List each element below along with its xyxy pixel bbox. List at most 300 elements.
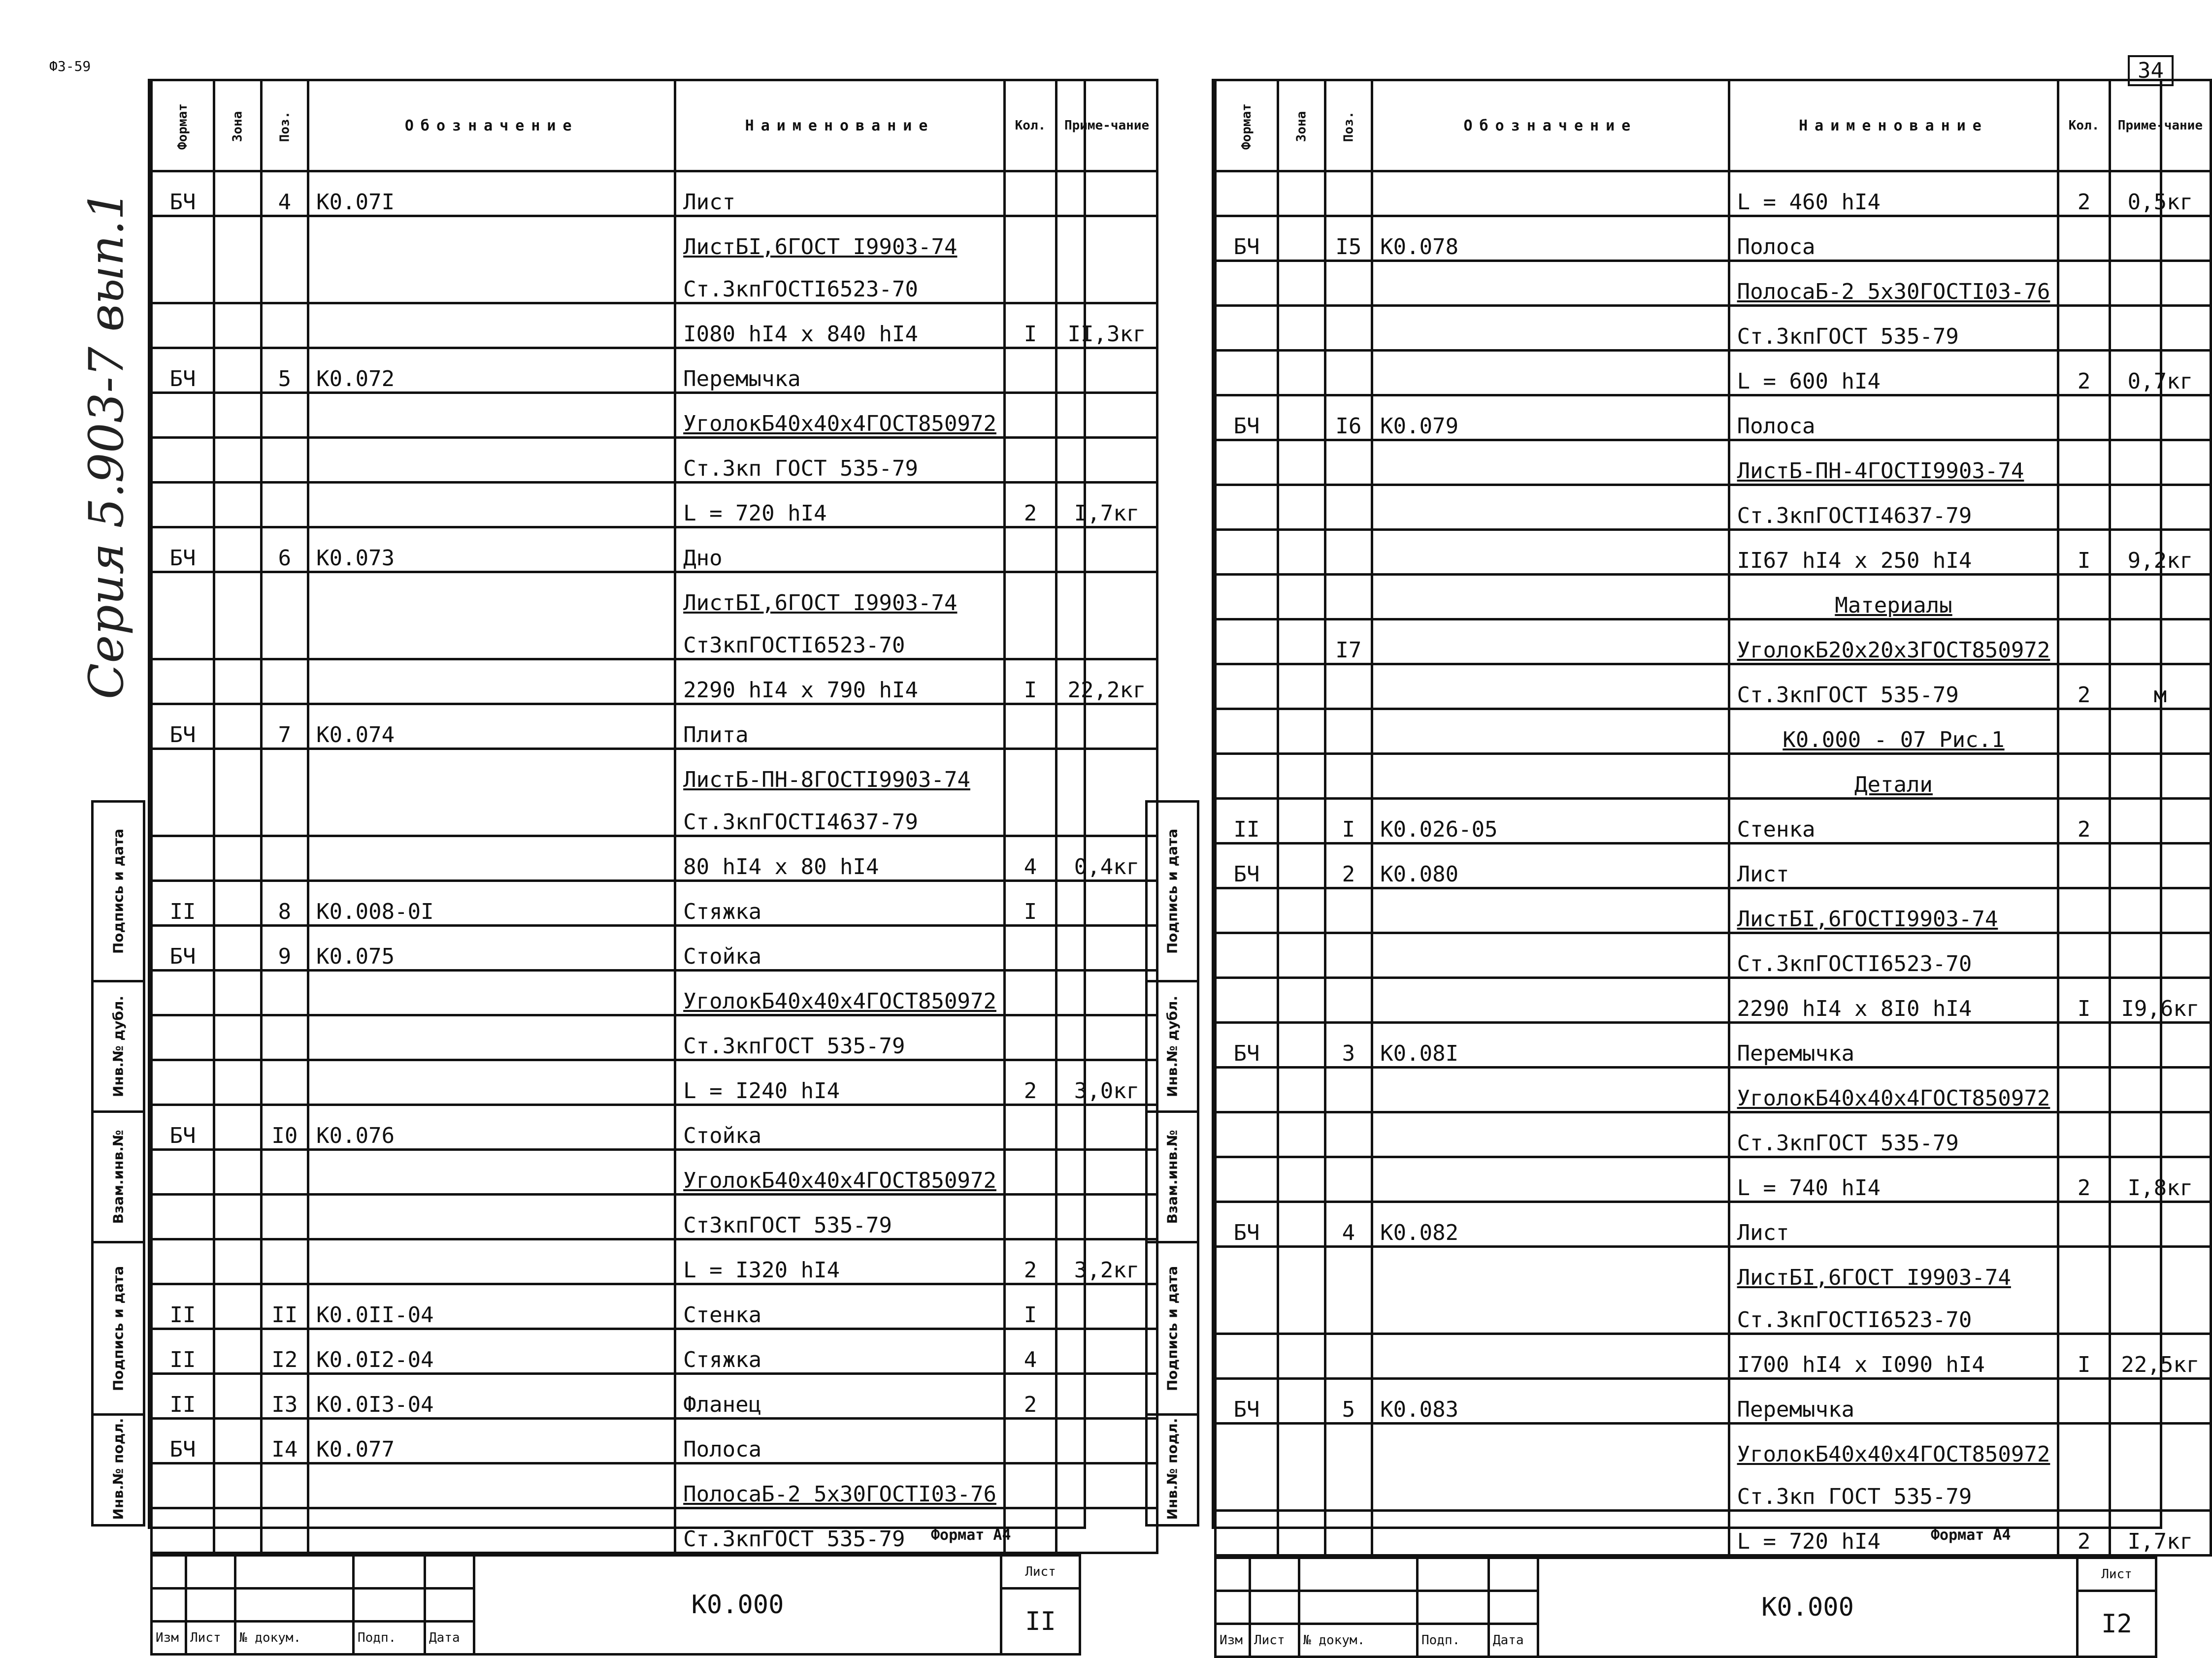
cell-note (1056, 260, 1157, 303)
cell-position (261, 438, 308, 483)
cell-name: Лист (675, 171, 1005, 216)
cell-format (1216, 440, 1278, 485)
cell-position (1325, 530, 1372, 575)
cell-designation: К0.073 (308, 527, 675, 572)
cell-note (2110, 1202, 2211, 1247)
header-note-r: Приме-чание (2110, 80, 2211, 171)
cell-position: II (261, 1284, 308, 1329)
side-label-signature-date-4: Подпись и дата (1148, 1243, 1197, 1416)
header-name: Наименование (675, 80, 1005, 171)
cell-zone (1278, 799, 1325, 844)
cell-note (2110, 395, 2211, 440)
cell-format (1216, 1467, 1278, 1511)
cell-quantity (1004, 393, 1056, 438)
side-label-signature-date-2: Подпись и дата (94, 1243, 143, 1416)
cell-position (261, 1508, 308, 1553)
cell-position (1325, 1511, 1372, 1556)
cell-name: Стенка (675, 1284, 1005, 1329)
cell-designation: К0.076 (308, 1105, 675, 1150)
cell-quantity: 2 (2058, 1157, 2110, 1202)
cell-quantity (1004, 1419, 1056, 1463)
cell-note (2110, 575, 2211, 619)
cell-name: Перемычка (1729, 1379, 2058, 1424)
spec-row (1216, 1247, 2211, 1291)
cell-position (261, 1150, 308, 1195)
page-number: 34 (2128, 55, 2174, 86)
cell-position (261, 659, 308, 704)
header-qty-r: Кол. (2058, 80, 2110, 171)
left-sheet-label: Лист (1001, 1556, 1080, 1589)
cell-note (2110, 933, 2211, 978)
cell-format (152, 260, 214, 303)
cell-name: Полоса (675, 1419, 1005, 1463)
cell-format: II (152, 1284, 214, 1329)
cell-quantity (2058, 1068, 2110, 1112)
tb-col-sign-r: Подп. (1418, 1624, 1489, 1657)
cell-name: Ст.3кп ГОСТ 535-79 (675, 438, 1005, 483)
cell-format (1216, 933, 1278, 978)
cell-quantity (1004, 971, 1056, 1015)
spec-row (152, 1463, 1157, 1508)
cell-name: УголокБ40х40х4ГОСТ850972 (1729, 1424, 2058, 1467)
cell-designation (308, 483, 675, 527)
cell-quantity (2058, 395, 2110, 440)
cell-zone (1278, 1247, 1325, 1291)
cell-quantity (2058, 1290, 2110, 1334)
cell-position: 4 (261, 171, 308, 216)
cell-quantity: 2 (2058, 664, 2110, 709)
cell-designation (308, 1015, 675, 1060)
cell-position (1325, 1334, 1372, 1379)
cell-name: Ст.3кпГОСТI4637-79 (675, 792, 1005, 836)
cell-format (152, 393, 214, 438)
cell-quantity: I (2058, 1334, 2110, 1379)
spec-row (152, 1015, 1157, 1060)
cell-zone (214, 1195, 261, 1239)
header-name-r: Наименование (1729, 80, 2058, 171)
cell-name: ЛистБ-ПН-8ГОСТI9903-74 (675, 749, 1005, 793)
cell-format (1216, 575, 1278, 619)
cell-format (1216, 1290, 1278, 1334)
cell-position: 2 (1325, 844, 1372, 888)
cell-zone (214, 1284, 261, 1329)
cell-note (1056, 1508, 1157, 1553)
cell-quantity (2058, 440, 2110, 485)
cell-format (152, 303, 214, 348)
spec-row (1216, 1112, 2211, 1157)
cell-name: УголокБ20х20х3ГОСТ850972 (1729, 619, 2058, 664)
cell-position: 3 (1325, 1023, 1372, 1068)
cell-designation: К0.078 (1372, 216, 1729, 261)
spec-row (152, 1195, 1157, 1239)
cell-note (2110, 1112, 2211, 1157)
cell-zone (1278, 1112, 1325, 1157)
cell-zone (214, 483, 261, 527)
cell-note: I,7кг (2110, 1511, 2211, 1556)
cell-position (261, 393, 308, 438)
cell-quantity (2058, 306, 2110, 351)
spec-row (1216, 261, 2211, 306)
cell-note (2110, 216, 2211, 261)
spec-row (152, 616, 1157, 659)
cell-name: Материалы (1729, 575, 2058, 619)
spec-row (1216, 754, 2211, 799)
cell-format (152, 438, 214, 483)
cell-position (261, 260, 308, 303)
cell-quantity (2058, 754, 2110, 799)
cell-quantity (2058, 619, 2110, 664)
header-zone: Зона (214, 80, 261, 171)
spec-row (152, 216, 1157, 260)
cell-format: II (152, 1329, 214, 1374)
cell-designation (1372, 1334, 1729, 1379)
tb-col-date: Дата (425, 1622, 474, 1655)
right-spec-table (1214, 79, 2212, 1557)
cell-name: Плита (675, 704, 1005, 749)
cell-zone (1278, 619, 1325, 664)
cell-quantity (1004, 527, 1056, 572)
cell-note (2110, 1290, 2211, 1334)
cell-quantity (2058, 1467, 2110, 1511)
cell-format: БЧ (152, 171, 214, 216)
side-label-dup-inv-2: Инв.№ дубл. (1148, 982, 1197, 1113)
spec-row (1216, 575, 2211, 619)
tb-col-izm: Изм (152, 1622, 186, 1655)
cell-quantity (2058, 1247, 2110, 1291)
cell-zone (214, 260, 261, 303)
cell-name: L = 740 hI4 (1729, 1157, 2058, 1202)
cell-name: Ст.3кпГОСТ 535-79 (1729, 664, 2058, 709)
cell-position: 7 (261, 704, 308, 749)
cell-position (261, 216, 308, 260)
cell-designation (308, 393, 675, 438)
cell-position (1325, 575, 1372, 619)
cell-note (1056, 1419, 1157, 1463)
cell-format: II (152, 1374, 214, 1419)
cell-quantity (1004, 1105, 1056, 1150)
document-code-corner: ФЗ-59 (49, 58, 91, 74)
cell-name: УголокБ40х40х4ГОСТ850972 (1729, 1068, 2058, 1112)
cell-designation (1372, 171, 1729, 216)
header-designation: Обозначение (308, 80, 675, 171)
cell-position (261, 971, 308, 1015)
cell-name: Стяжка (675, 881, 1005, 926)
cell-name: Ст.3кпГОСТ 535-79 (1729, 1112, 2058, 1157)
header-pos: Поз. (261, 80, 308, 171)
cell-quantity (2058, 1202, 2110, 1247)
tb-col-list: Лист (186, 1622, 235, 1655)
cell-designation: К0.026-05 (1372, 799, 1729, 844)
cell-designation: К0.008-0I (308, 881, 675, 926)
cell-zone (214, 836, 261, 881)
cell-position (261, 836, 308, 881)
spec-row (1216, 709, 2211, 754)
cell-designation (1372, 619, 1729, 664)
cell-designation: К0.07I (308, 171, 675, 216)
cell-zone (1278, 1202, 1325, 1247)
cell-designation (1372, 978, 1729, 1023)
tb-col-doc: № докум. (235, 1622, 354, 1655)
cell-name: L = 600 hI4 (1729, 351, 2058, 395)
cell-position: 6 (261, 527, 308, 572)
cell-note (1056, 348, 1157, 393)
spec-row (1216, 1467, 2211, 1511)
spec-row (152, 1150, 1157, 1195)
cell-designation (308, 1195, 675, 1239)
cell-quantity (2058, 1112, 2110, 1157)
cell-quantity (1004, 1508, 1056, 1553)
cell-position (261, 1463, 308, 1508)
cell-position (261, 1239, 308, 1284)
spec-row (1216, 1023, 2211, 1068)
cell-format (1216, 1157, 1278, 1202)
cell-position (261, 792, 308, 836)
cell-note (2110, 1247, 2211, 1291)
side-label-replace-inv-2: Взам.инв.№ (1148, 1113, 1197, 1243)
cell-name: L = 460 hI4 (1729, 171, 2058, 216)
spec-row (1216, 619, 2211, 664)
cell-position (1325, 1247, 1372, 1291)
cell-quantity: I (2058, 530, 2110, 575)
cell-designation (308, 1239, 675, 1284)
cell-name: Стойка (675, 926, 1005, 971)
cell-note (1056, 527, 1157, 572)
cell-zone (214, 616, 261, 659)
cell-format (1216, 171, 1278, 216)
spec-row (152, 572, 1157, 616)
cell-zone (1278, 1511, 1325, 1556)
cell-designation (1372, 888, 1729, 933)
cell-quantity: 2 (2058, 799, 2110, 844)
cell-note (2110, 844, 2211, 888)
cell-format (1216, 1424, 1278, 1467)
right-spec-sheet (1214, 79, 2212, 1658)
left-sheet-number: II (1001, 1589, 1080, 1655)
cell-position (1325, 261, 1372, 306)
cell-designation (308, 749, 675, 793)
cell-name: Ст.3кпГОСТI6523-70 (675, 260, 1005, 303)
cell-format: БЧ (152, 348, 214, 393)
cell-name: УголокБ40х40х4ГОСТ850972 (675, 971, 1005, 1015)
left-title-code: К0.000 (474, 1556, 1001, 1655)
cell-format (152, 1508, 214, 1553)
cell-format: БЧ (1216, 844, 1278, 888)
spec-row (1216, 799, 2211, 844)
cell-position (1325, 664, 1372, 709)
left-spec-table (150, 79, 1158, 1554)
cell-position: I7 (1325, 619, 1372, 664)
side-label-replace-inv: Взам.инв.№ (94, 1113, 143, 1243)
spec-row (1216, 888, 2211, 933)
cell-position (1325, 1157, 1372, 1202)
cell-zone (214, 792, 261, 836)
cell-name: II67 hI4 x 250 hI4 (1729, 530, 2058, 575)
cell-quantity (2058, 888, 2110, 933)
cell-note (1056, 1195, 1157, 1239)
cell-zone (214, 659, 261, 704)
cell-quantity (1004, 704, 1056, 749)
cell-name: Стойка (675, 1105, 1005, 1150)
spec-row (152, 303, 1157, 348)
cell-name: Детали (1729, 754, 2058, 799)
cell-quantity (2058, 1424, 2110, 1467)
cell-zone (1278, 978, 1325, 1023)
cell-designation (1372, 1247, 1729, 1291)
cell-position (261, 1015, 308, 1060)
cell-format: БЧ (152, 926, 214, 971)
cell-note (1056, 749, 1157, 793)
cell-quantity: I (2058, 978, 2110, 1023)
spec-row (152, 659, 1157, 704)
cell-designation (308, 1150, 675, 1195)
cell-note (1056, 1105, 1157, 1150)
cell-position (1325, 1112, 1372, 1157)
cell-format (152, 1150, 214, 1195)
cell-zone (1278, 754, 1325, 799)
cell-zone (1278, 1290, 1325, 1334)
cell-designation (308, 438, 675, 483)
cell-name: ЛистБI,6ГОСТI9903-74 (1729, 888, 2058, 933)
spec-row (152, 881, 1157, 926)
cell-zone (214, 171, 261, 216)
cell-format (152, 1015, 214, 1060)
cell-name: Ст.3кпГОСТI6523-70 (1729, 933, 2058, 978)
spec-row (1216, 1511, 2211, 1556)
cell-quantity (2058, 1379, 2110, 1424)
spec-row (152, 438, 1157, 483)
cell-designation (1372, 261, 1729, 306)
cell-note (1056, 438, 1157, 483)
cell-note (1056, 926, 1157, 971)
cell-name: ЛистБ-ПН-4ГОСТI9903-74 (1729, 440, 2058, 485)
cell-zone (214, 1105, 261, 1150)
cell-quantity (1004, 792, 1056, 836)
cell-position (261, 572, 308, 616)
cell-format (152, 616, 214, 659)
cell-zone (214, 1239, 261, 1284)
header-designation-r: Обозначение (1372, 80, 1729, 171)
cell-format (1216, 1112, 1278, 1157)
cell-note (2110, 485, 2211, 530)
cell-position: I (1325, 799, 1372, 844)
cell-name: ЛистБI,6ГОСТ I9903-74 (675, 216, 1005, 260)
cell-quantity: I (1004, 881, 1056, 926)
cell-zone (1278, 171, 1325, 216)
spec-row (152, 836, 1157, 881)
cell-zone (1278, 888, 1325, 933)
cell-format (1216, 261, 1278, 306)
cell-zone (1278, 933, 1325, 978)
cell-name: 2290 hI4 x 790 hI4 (675, 659, 1005, 704)
cell-name: Ст.3кпГОСТ 535-79 (1729, 306, 2058, 351)
cell-quantity: I (1004, 1284, 1056, 1329)
cell-zone (1278, 351, 1325, 395)
cell-name: Ст.3кп ГОСТ 535-79 (1729, 1467, 2058, 1511)
cell-format: БЧ (152, 1419, 214, 1463)
cell-note: I,7кг (1056, 483, 1157, 527)
cell-quantity (2058, 709, 2110, 754)
cell-designation (1372, 1424, 1729, 1467)
cell-note (1056, 1015, 1157, 1060)
spec-row (1216, 440, 2211, 485)
left-side-strip (91, 800, 145, 1527)
cell-zone (1278, 664, 1325, 709)
cell-zone (214, 572, 261, 616)
cell-format: II (1216, 799, 1278, 844)
cell-quantity (2058, 261, 2110, 306)
cell-designation (1372, 754, 1729, 799)
cell-position: 5 (1325, 1379, 1372, 1424)
cell-quantity (2058, 933, 2110, 978)
cell-quantity (1004, 1463, 1056, 1508)
cell-quantity: 4 (1004, 836, 1056, 881)
cell-zone (1278, 1023, 1325, 1068)
cell-designation (308, 216, 675, 260)
cell-note: м (2110, 664, 2211, 709)
header-zone-r: Зона (1278, 80, 1325, 171)
cell-note (2110, 1379, 2211, 1424)
cell-quantity (1004, 1195, 1056, 1239)
cell-zone (214, 1015, 261, 1060)
cell-zone (214, 348, 261, 393)
spec-row (1216, 1334, 2211, 1379)
cell-note (2110, 619, 2211, 664)
cell-designation (308, 836, 675, 881)
cell-quantity: I (1004, 659, 1056, 704)
header-format: Формат (152, 80, 214, 171)
right-sheet-label: Лист (2078, 1558, 2156, 1591)
cell-quantity: 2 (2058, 351, 2110, 395)
cell-format (1216, 1511, 1278, 1556)
cell-format (1216, 485, 1278, 530)
cell-name: УголокБ40х40х4ГОСТ850972 (675, 393, 1005, 438)
cell-format (1216, 978, 1278, 1023)
cell-zone (1278, 1467, 1325, 1511)
cell-note: I9,6кг (2110, 978, 2211, 1023)
cell-zone (214, 971, 261, 1015)
cell-format (152, 971, 214, 1015)
spec-row (1216, 306, 2211, 351)
spec-row (1216, 171, 2211, 216)
cell-designation (1372, 1112, 1729, 1157)
cell-format: II (152, 881, 214, 926)
cell-zone (214, 216, 261, 260)
right-side-strip (1145, 800, 1199, 1527)
cell-designation (1372, 1290, 1729, 1334)
cell-format (152, 1195, 214, 1239)
cell-designation: К0.072 (308, 348, 675, 393)
spec-row (152, 1239, 1157, 1284)
cell-note (1056, 216, 1157, 260)
cell-designation (308, 260, 675, 303)
cell-note (1056, 1150, 1157, 1195)
cell-format: БЧ (1216, 216, 1278, 261)
spec-row (152, 1374, 1157, 1419)
side-label-orig-inv-2: Инв.№ подл. (1164, 1418, 1181, 1520)
cell-zone (1278, 261, 1325, 306)
cell-note (1056, 1329, 1157, 1374)
cell-designation: К0.074 (308, 704, 675, 749)
cell-note (2110, 799, 2211, 844)
cell-format (152, 483, 214, 527)
cell-position: I0 (261, 1105, 308, 1150)
cell-format (152, 1239, 214, 1284)
cell-format: БЧ (152, 527, 214, 572)
cell-designation: К0.077 (308, 1419, 675, 1463)
cell-designation: К0.083 (1372, 1379, 1729, 1424)
spec-row (152, 1329, 1157, 1374)
cell-zone (214, 704, 261, 749)
